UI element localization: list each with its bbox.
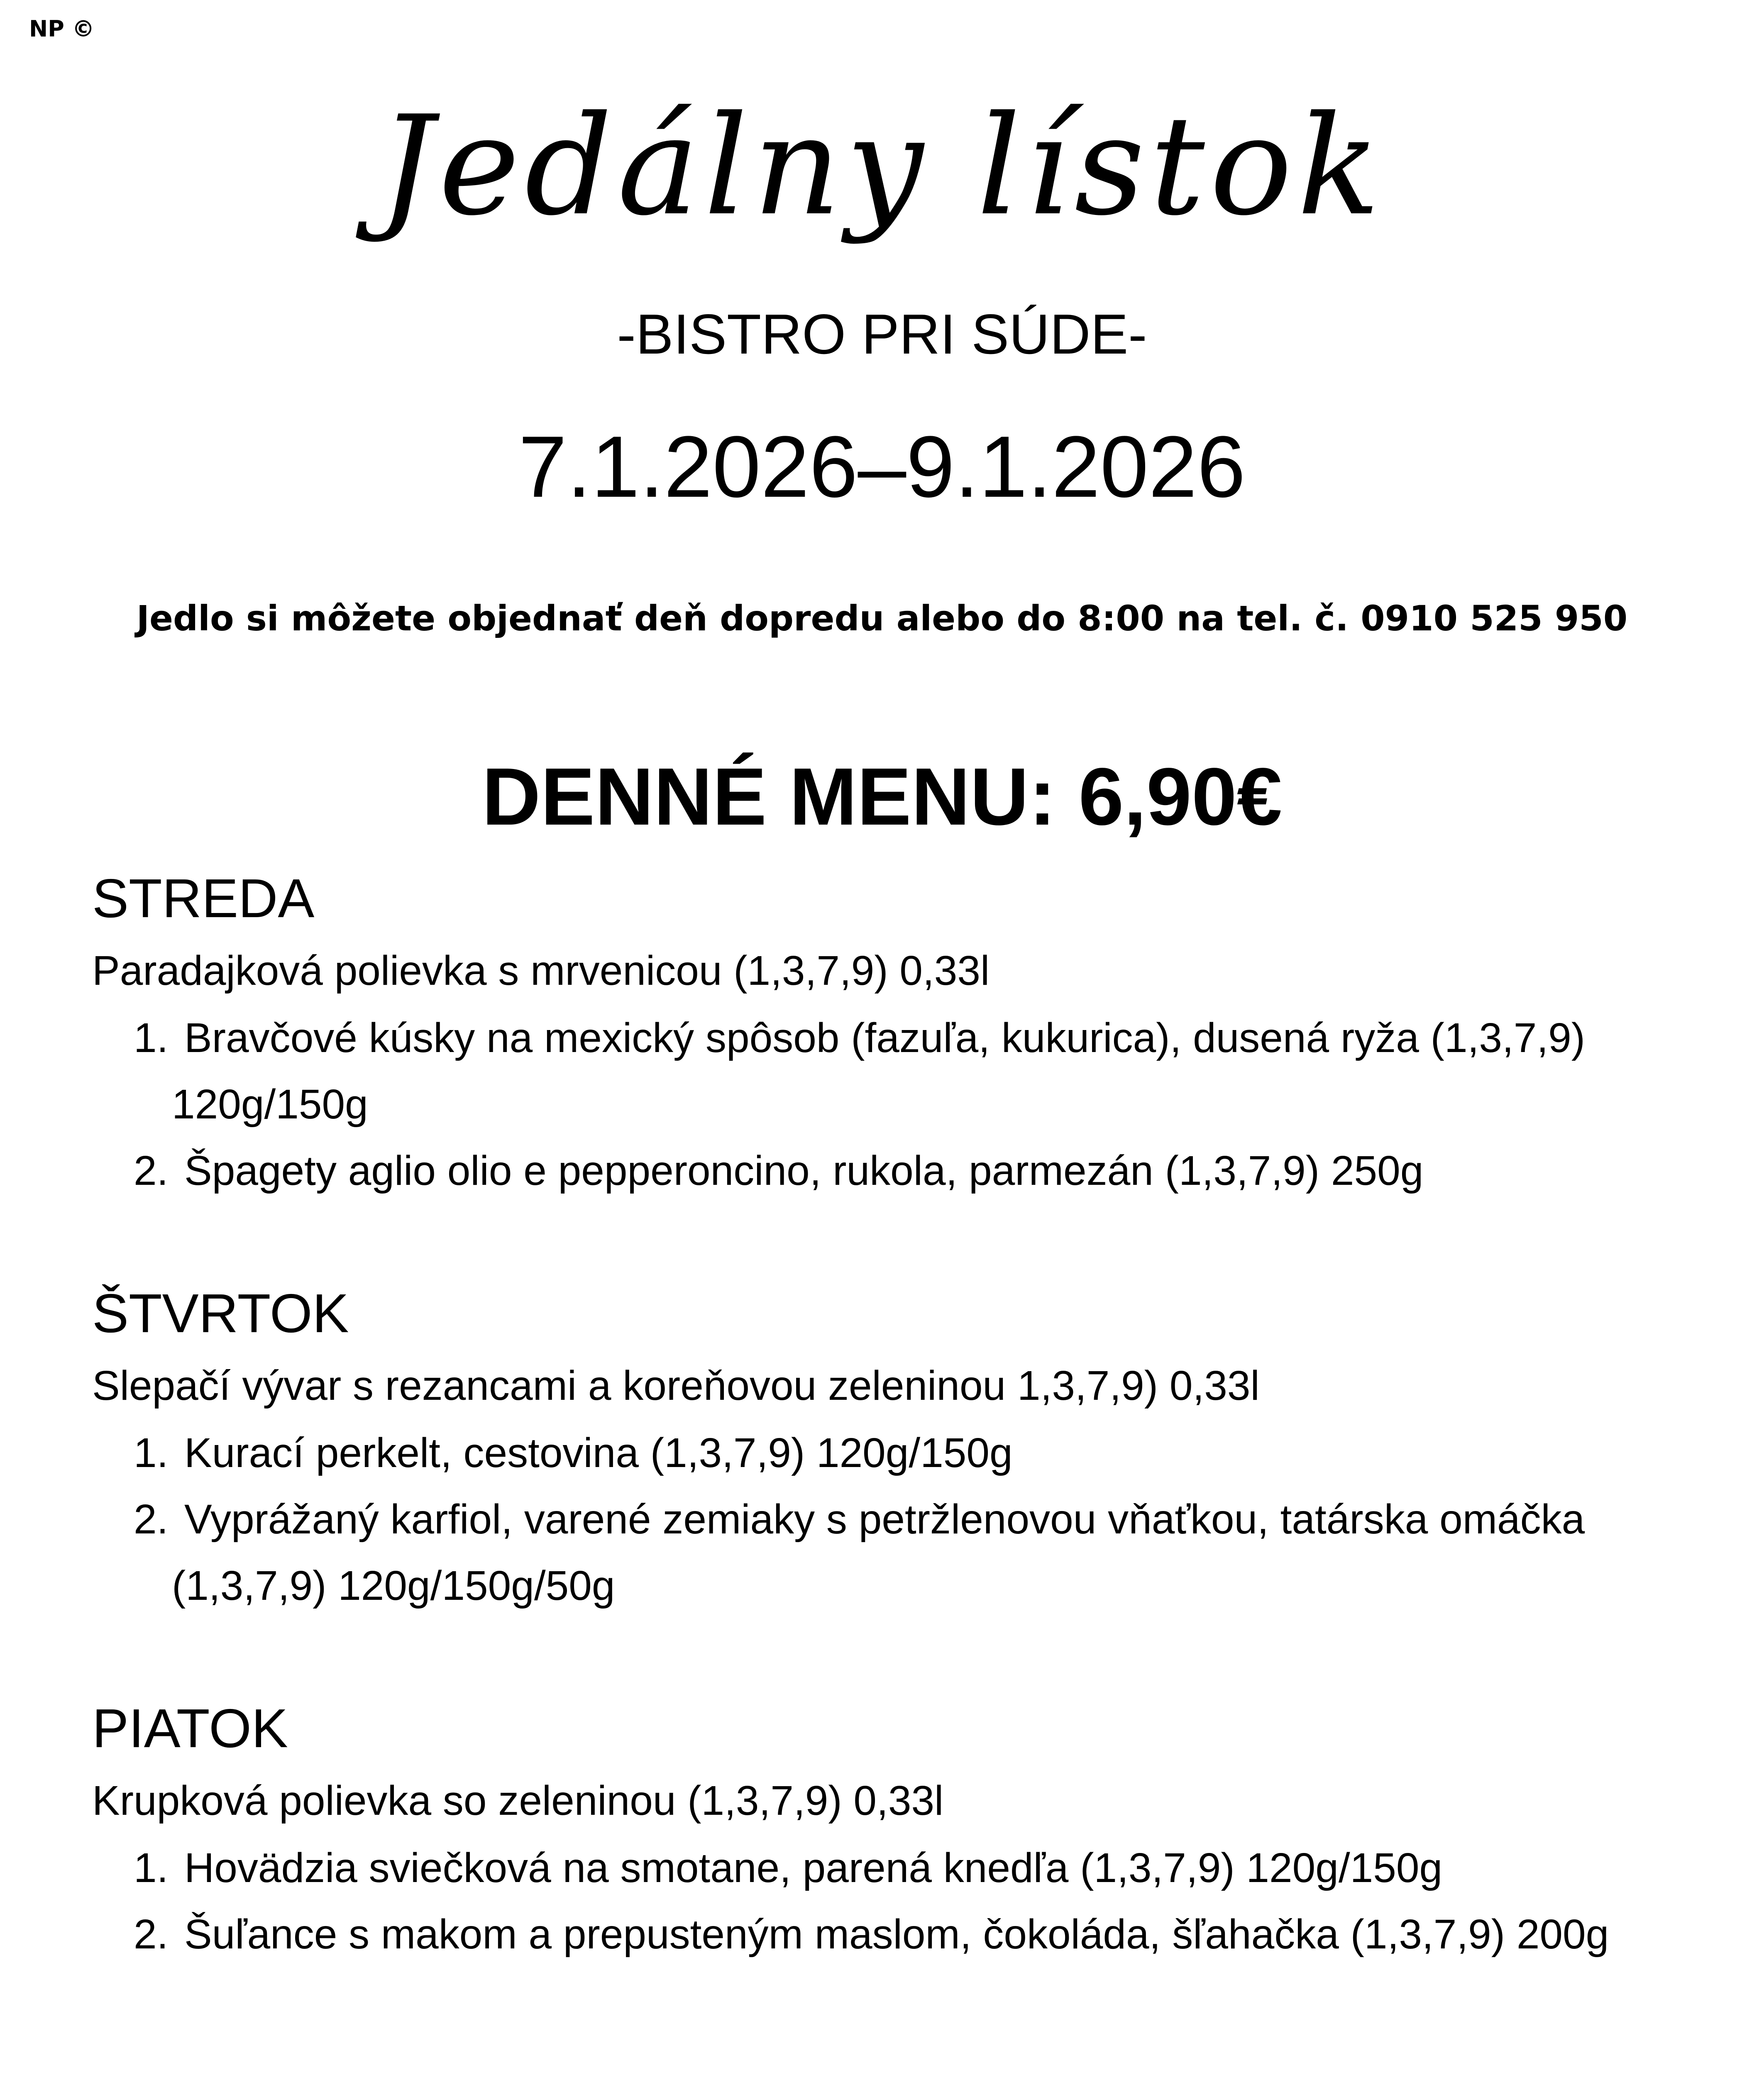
dish-number: 2. xyxy=(134,1147,169,1194)
soup-item: Paradajková polievka s mrvenicou (1,3,7,9) 0,33l xyxy=(92,947,990,994)
date-range: 7.1.2026–9.1.2026 xyxy=(518,418,1246,515)
dish-number: 1. xyxy=(134,1015,169,1061)
day-name: ŠTVRTOK xyxy=(92,1283,349,1344)
dish-item xyxy=(92,1420,1690,1486)
day-section-wednesday xyxy=(92,865,1690,1204)
day-name: PIATOK xyxy=(92,1698,288,1759)
dish-item xyxy=(92,1138,1690,1204)
dish-text: Bravčové kúsky na mexický spôsob (fazuľa, kukurica), dusená ryža (1,3,7,9) xyxy=(184,1015,1586,1061)
dish-item xyxy=(92,1835,1690,1901)
dish-text: Vyprážaný karfiol, varené zemiaky s petržlenovou vňaťkou, tatárska omáčka xyxy=(184,1496,1585,1543)
dish-list xyxy=(92,1005,1690,1204)
dish-text: Šuľance s makom a prepusteným maslom, čokoláda, šľahačka (1,3,7,9) 200g xyxy=(184,1911,1609,1958)
dish-item xyxy=(92,1005,1690,1138)
page-title: Jedálny lístok xyxy=(379,86,1385,246)
day-name: STREDA xyxy=(92,868,315,929)
dish-text-continued: 120g/150g xyxy=(172,1081,368,1128)
dish-item xyxy=(92,1901,1690,1968)
order-note: Jedlo si môžete objednať deň dopredu alebo do 8:00 na tel. č. 0910 525 950 xyxy=(136,598,1628,639)
dish-list xyxy=(92,1835,1690,1968)
dish-number: 1. xyxy=(134,1845,169,1891)
dish-text: Špagety aglio olio e pepperoncino, rukola, parmezán (1,3,7,9) 250g xyxy=(184,1147,1424,1194)
dish-text-continued: (1,3,7,9) 120g/150g/50g xyxy=(172,1562,615,1609)
dish-text: Hovädzia sviečková na smotane, parená knedľa (1,3,7,9) 120g/150g xyxy=(184,1845,1443,1891)
day-section-thursday xyxy=(92,1280,1690,1619)
dish-text: Kurací perkelt, cestovina (1,3,7,9) 120g/150g xyxy=(184,1430,1013,1476)
day-section-friday xyxy=(92,1695,1690,1968)
restaurant-name: -BISTRO PRI SÚDE- xyxy=(617,303,1147,366)
dish-list xyxy=(92,1420,1690,1619)
soup-item: Slepačí vývar s rezancami a koreňovou zeleninou 1,3,7,9) 0,33l xyxy=(92,1362,1260,1409)
copyright-mark: NP © xyxy=(29,16,95,42)
menu-price-heading: DENNÉ MENU: 6,90€ xyxy=(482,751,1282,842)
dish-number: 1. xyxy=(134,1430,169,1476)
soup-item: Krupková polievka so zeleninou (1,3,7,9) 0,33l xyxy=(92,1777,944,1824)
dish-number: 2. xyxy=(134,1496,169,1543)
dish-item xyxy=(92,1486,1690,1619)
dish-number: 2. xyxy=(134,1911,169,1958)
